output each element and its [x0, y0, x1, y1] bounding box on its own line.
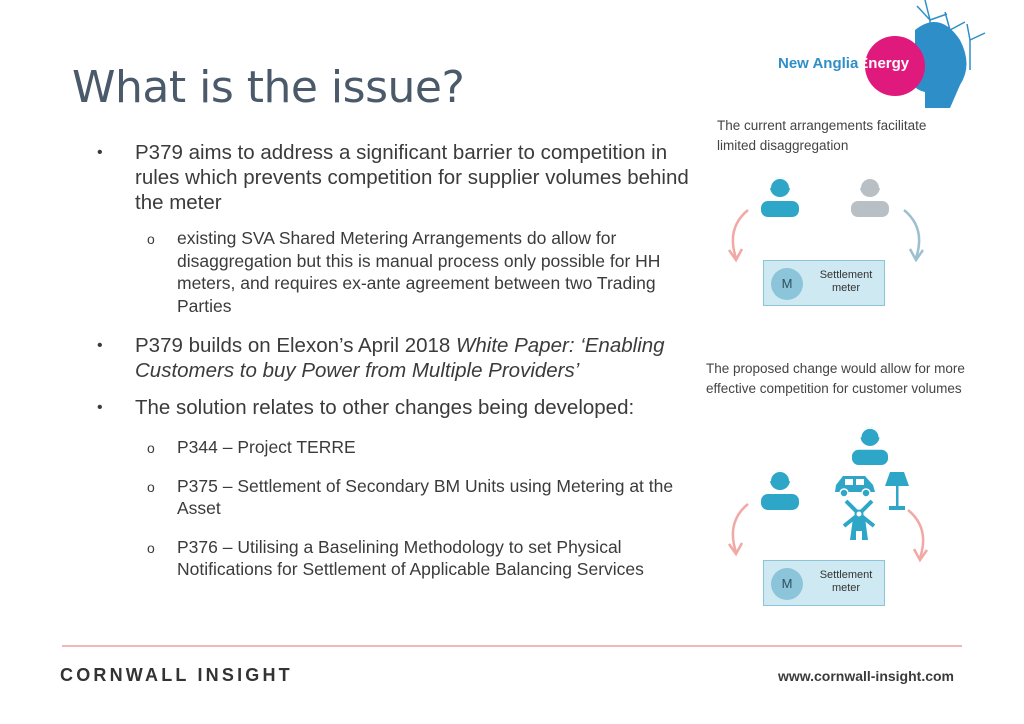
- bullet-3-text: The solution relates to other changes being developed:: [135, 396, 635, 419]
- page-title: What is the issue?: [72, 62, 465, 113]
- bullet-1: [95, 140, 695, 215]
- sub-bullet-p376: [95, 536, 695, 581]
- logo-text-energy: Energy: [858, 55, 910, 72]
- diagram-bottom-caption: The proposed change would allow for more effective competition for customer volumes: [706, 361, 965, 396]
- bullet-1-text: P379 aims to address a significant barrier to competition in rules which prevents competition for supplier volumes behind the meter: [135, 141, 689, 214]
- sub-bullet-marker: o: [147, 478, 155, 495]
- person-headset-grey-icon: [850, 175, 890, 217]
- bullet-marker: •: [97, 337, 103, 354]
- car-icon: [833, 472, 877, 498]
- person-headset-icon: [760, 468, 800, 510]
- footer-brand: CORNWALL INSIGHT: [60, 665, 293, 685]
- person-headset-icon: [760, 175, 800, 217]
- sub-bullet-p344: [95, 436, 695, 459]
- settlement-meter-bottom: [763, 560, 885, 606]
- logo-text-new-anglia: New Anglia: [778, 55, 859, 72]
- bullet-2-prefix: P379 builds on Elexon’s April 2018: [135, 334, 457, 357]
- sub-bullet-text: P376 – Utilising a Baselining Methodology to set Physical Notifications for Settlement of Applicable Balancing Services: [177, 536, 644, 579]
- bullet-2: [95, 333, 695, 383]
- lamp-icon: [884, 470, 910, 512]
- curved-arrow-pink-icon: [902, 508, 932, 563]
- bullet-2-white-paper: White Paper: ‘Enabling Customers to buy Power from Multiple Providers’: [135, 334, 665, 382]
- curved-arrow-pink-icon: [724, 502, 754, 557]
- sub-bullet-marker: o: [147, 539, 155, 556]
- sub-bullet-text: P344 – Project TERRE: [177, 437, 356, 457]
- sub-bullet-shared-metering: [95, 227, 695, 317]
- meter-icon: M: [771, 268, 803, 300]
- bullet-marker: •: [97, 144, 103, 161]
- sub-bullet-p375: [95, 475, 695, 520]
- bullet-3: [95, 395, 695, 420]
- sub-bullet-text: existing SVA Shared Metering Arrangements do allow for disaggregation but this is manual process only possible for HH meters, and requires ex-ante agreement between two Trading Parties: [177, 228, 661, 316]
- curved-arrow-pink-icon: [724, 208, 754, 263]
- settlement-meter-top: [763, 260, 885, 306]
- curved-arrow-blue-icon: [898, 208, 928, 263]
- windmill-icon: [838, 498, 880, 542]
- footer-divider: [62, 645, 962, 647]
- diagram-top-caption: The current arrangements facilitate limited disaggregation: [717, 118, 927, 153]
- sub-bullet-text: P375 – Settlement of Secondary BM Units using Metering at the Asset: [177, 475, 674, 518]
- person-headset-icon: [851, 425, 889, 465]
- bullet-marker: •: [97, 399, 103, 416]
- meter-icon: M: [771, 568, 803, 600]
- logo-wordmark: [778, 55, 909, 72]
- sub-bullet-marker: o: [147, 231, 155, 247]
- footer-url-link[interactable]: www.cornwall-insight.com: [777, 668, 954, 684]
- meter-label: Settlement meter: [819, 569, 873, 594]
- meter-label: Settlement meter: [819, 269, 873, 294]
- sub-bullet-marker: o: [147, 440, 155, 456]
- slide-content: [95, 140, 695, 581]
